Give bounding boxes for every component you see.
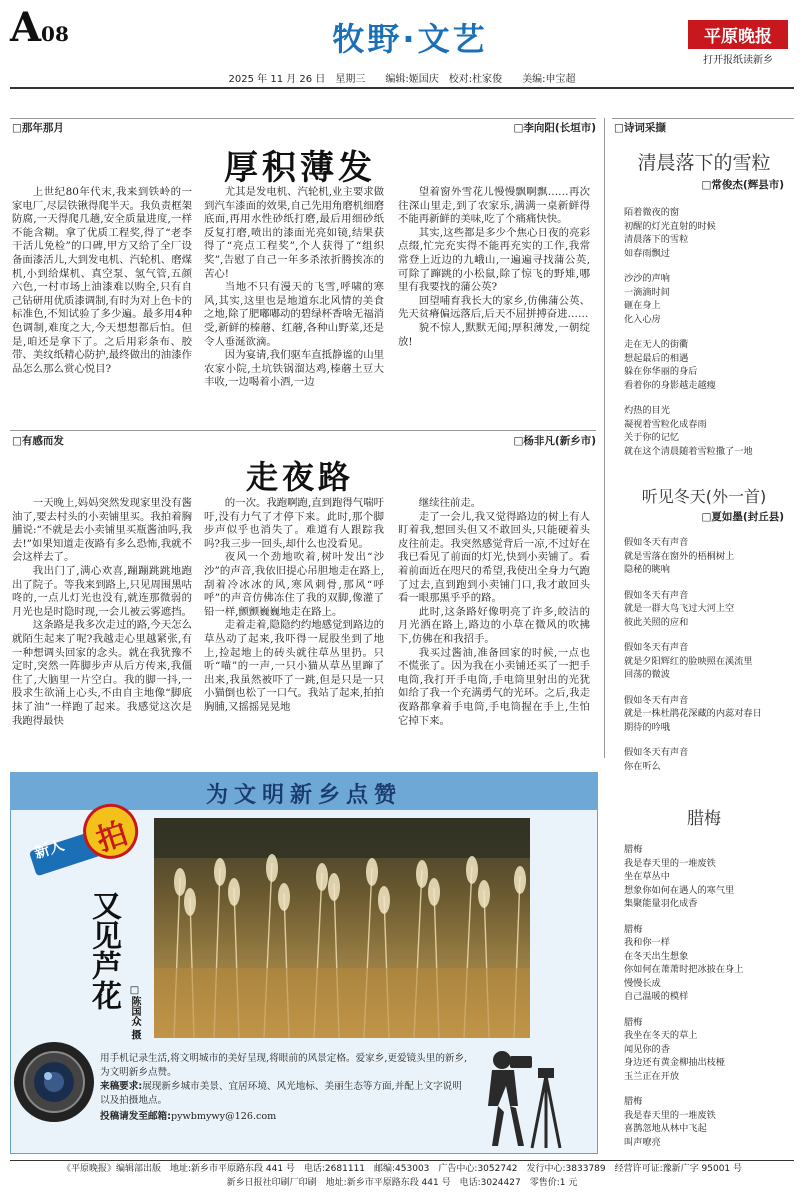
poem-line: 彼此关照的应和 [624, 616, 689, 628]
paragraph: 我买过酱油,准备回家的时候,一点也不慌张了。因为我在小卖铺还买了一把手电筒,我打开手电筒,手电筒里射出的光犹如给了我一个充满勇气的光环。之后,我走夜路都拿着手电筒,手电筒握在手上,生怕它掉下来。 [398, 646, 590, 727]
footer-line-2: 新乡日报社印刷厂印刷 地址:新乡市平原路东段 441 号 电话:3024427 零售价:1 元 [226, 1178, 578, 1188]
photographer-icon [462, 1046, 572, 1150]
article1-col3 [398, 186, 590, 416]
paragraph: 我出门了,满心欢喜,蹦蹦跳跳地跑出了院子。等我来到路上,只见周围黑咕咚的,一点儿灯光也没有,就连那微弱的月光也是时隐时现,一会儿被云雾遮挡。 [12, 564, 192, 618]
paragraph: 貌不惊人,默默无闻;厚积薄发,一朝绽放! [398, 321, 590, 348]
article1-col1 [12, 186, 192, 416]
article1-rule [10, 118, 596, 119]
photo-title [85, 890, 125, 1010]
poem-line: 关于你的记忆 [624, 432, 680, 443]
poem-line: 砸在身上 [624, 300, 661, 311]
poem-line: 想起最后的相遇 [624, 352, 689, 364]
paragraph: 望着窗外雪花儿慢慢飘啊飘……再次往深山里走,到了农家乐,满满一桌新鲜得不能再新鲜的美味,吃了个痛痛快快。 [398, 186, 590, 226]
paragraph: 此时,这条路好像明亮了许多,皎洁的月光洒在路上,路边的小草在微风的吹拂下,仿佛在和我招手。 [398, 605, 590, 645]
article2-col1 [12, 497, 192, 767]
paragraph: 走了一会儿,我又觉得路边的树上有人盯着我,想回头但又不敢回头,只能硬着头皮往前走。我突然感觉背后一凉,不过好在我已看见了前面的灯光,快到小卖铺了。看着前面近在咫尺的希望,我使出全身力气跑了过去,直到跑到小卖铺门口,我才敢回头看一眼那黑乎乎的路。 [398, 510, 590, 605]
page-number [10, 4, 69, 51]
poem-line: 如春雨飘过 [624, 247, 670, 259]
poem-line: 化入心房 [624, 313, 661, 325]
req-label: 来稿要求: [100, 1081, 143, 1092]
paragraph: 继续往前走。 [418, 497, 482, 509]
stanza [614, 338, 794, 392]
poem-line: 走在无人的街衢 [624, 339, 689, 350]
poem-line: 腊梅 [624, 844, 643, 855]
poem-line: 坐在草丛中 [624, 871, 670, 882]
stanza [614, 206, 794, 260]
poem-line: 就是雪落在窗外的梧桐树上 [624, 550, 735, 562]
poem-line: 凝视着雪粒化成春雨 [624, 418, 707, 430]
note-intro: 用手机记录生活,将文明城市的美好呈现,将眼前的风景定格。爱家乡,更爱镜头里的新乡,为文明新乡点赞。 [100, 1053, 468, 1078]
email-address[interactable]: pywbmywy@126.com [171, 1111, 277, 1122]
stanza [614, 536, 794, 577]
paragraph: 上世纪80年代末,我来到铁岭的一家电厂,尽层铁锹得爬半天。我负责框架防腐,一天得爬几趟,安全质量进度,一样不能含糊。拿了优质工程奖,得了“老李干活儿免检”的口碑,甲方又给了全厂设备面漆活儿,大到发电机、汽轮机、磨煤机,小到给煤机、真空泵、氢气管,五颜六色,一村市场上油漆难以购全,只有自己钻研用优质漆调制,有时为对上色卡的标准色,不知试验了多少遍。最多用4种色调制,难度之大,今天想想都后怕。但是,咱还是拿下了。之后用彩条布、胶带、美纹纸精心防护,最终做出的油漆作品怎么那么赏心悦目? [12, 186, 192, 375]
page-letter: A [10, 4, 42, 51]
poem-line: 腊梅 [624, 1096, 643, 1107]
poem-line: 就是一群大鸟飞过大河上空 [624, 603, 735, 614]
section-masthead: 牧野·文艺 [332, 20, 488, 58]
stanza [614, 923, 794, 1004]
article2-rule [10, 430, 596, 431]
paragraph: 因为宴请,我们驱车直抵静谧的山里农家小院,土坑铁锅溜达鸡,榛蘑土豆大丰收,一边喝着小酒,一边 [204, 349, 384, 389]
footer [0, 1162, 804, 1190]
poem-line: 初醒的灯光直射的时候 [624, 220, 716, 232]
poem-line: 假如冬天有声音 [624, 694, 689, 706]
page-digits: 08 [41, 22, 69, 46]
poem-line: 看着你的身影越走越瘦 [624, 379, 716, 391]
poem-line: 叫声嘹亮 [624, 1136, 661, 1148]
poem-line: 我是春天里的一堆废铁 [624, 857, 716, 869]
banner-text: 为文明新乡点赞 [205, 783, 402, 808]
paragraph: 回望哺育我长大的家乡,仿佛蒲公英、先天贫瘠偏远落后,后天不屈拼搏奋进…… [398, 294, 590, 321]
poem-title: 腊梅 [687, 809, 721, 829]
footer-rule [10, 1160, 794, 1161]
footer-line-1: 《平原晚报》编辑部出版 地址:新乡市平原路东段 441 号 电话:2681111 邮编:453003 广告中心:3052742 发行中心:3833789 经营许可证:豫新广字 95001 号 [61, 1164, 743, 1174]
photo-title-text: 又见芦花 [86, 890, 121, 1010]
poem-title: 听见冬天(外一首) [641, 487, 767, 506]
poem-author: □夏如墨(封丘县) [701, 511, 784, 523]
photo-author-text: □陈国众 摄 [129, 985, 140, 1040]
newspaper-logo [688, 20, 788, 66]
poem-line: 回荡的微波 [624, 669, 670, 680]
stanza [614, 404, 794, 458]
req-text: 展现新乡城市美景、宜居环境、风光地标、美丽生态等方面,并配上文字说明以及拍摄地点。 [100, 1081, 462, 1106]
poem-line: 就是一株杜鹃花深藏的内蕊对春日 [624, 708, 762, 719]
badge-char: 拍 [92, 816, 132, 859]
stanza [614, 1095, 794, 1149]
poem-line: 我是春天里的一堆废铁 [624, 1109, 716, 1121]
poem-author: □常俊杰(辉县市) [701, 179, 784, 191]
poem-line: 沙沙的声响 [624, 273, 670, 284]
article2-col2 [204, 497, 384, 767]
dateline: 2025 年 11 月 26 日 星期三 编辑:姬国庆 校对:杜家俊 美编:申宝超 [228, 74, 576, 85]
poem-line: 就是夕阳辉红的脸映照在溪流里 [624, 655, 753, 667]
article1-col2 [204, 186, 384, 416]
poem-line: 自己温暖的模样 [624, 991, 689, 1002]
photo-author [128, 985, 144, 1039]
article1-author: □李向阳(长垣市) [513, 122, 596, 134]
paragraph: 走着走着,隐隐约约地感觉到路边的草丛动了起来,我吓得一屁股坐到了地上,捡起地上的砖头就往草丛里扔。只听“喵”的一声,一只小猫从草丛里蹿了出来,我虽然被吓了一跳,但是只是一只小猫倒也松了一口气。我站了起来,拍拍胸脯,又摇摇晃晃地 [204, 619, 384, 713]
submission-note [100, 1052, 470, 1124]
poem-line: 期待的吟哦 [624, 721, 670, 733]
paragraph: 的一次。我跑啊跑,直到跑得气喘吁吁,没有力气了才停下来。此时,那个脚步声似乎也消失了。难道有人跟踪我吗?我三步一回头,却什么也没看见。 [204, 497, 384, 550]
camera-lens-icon [12, 1040, 96, 1124]
stanza [614, 272, 794, 326]
column-divider [604, 118, 605, 758]
poem-line: 清晨落下的雪粒 [624, 234, 689, 245]
badge-prefix: 新人 [32, 835, 67, 863]
paragraph: 一天晚上,妈妈突然发现家里没有酱油了,要去村头的小卖铺里买。我拍着胸脯说:“不就是去小卖铺里买瓶酱油吗,我去!”如果知道走夜路有多么恐怖,我就不会这样去了。 [12, 497, 192, 564]
article2-author: □杨非凡(新乡市) [513, 435, 596, 447]
stanza [614, 746, 794, 773]
paragraph: 这条路是我多次走过的路,今天怎么就陌生起来了呢?我越走心里越紧张,有一种想调头回家的念头。就在我犹豫不定时,突然一阵脚步声从后方传来,我僵住了,大脑里一片空白。我的脚一抖,一股求生欲涌上心头,不由自主地像“脚底抹了油”一样跑了起来。我感觉这次是我跑得最快 [12, 619, 192, 727]
poem-line: 躲在你华丽的身后 [624, 366, 698, 377]
poem-line: 假如冬天有声音 [624, 537, 689, 548]
article1-title: 厚积薄发 [224, 148, 376, 188]
poem-line: 就在这个清晨随着雪粒撒了一地 [624, 445, 753, 457]
poem-line: 腊梅 [624, 1016, 643, 1028]
stanza [614, 589, 794, 630]
poem-title: 清晨落下的雪粒 [637, 152, 771, 174]
poem-line: 玉兰正在开放 [624, 1070, 680, 1082]
article2-col3 [398, 497, 590, 767]
poem-line: 喜鹊忽地从林中飞起 [624, 1123, 707, 1134]
poem-line: 闻见你的香 [624, 1043, 670, 1055]
note-requirements [100, 1080, 470, 1108]
article2-column-tag: □有感而发 [12, 435, 64, 447]
poem-line: 你在听么 [624, 760, 661, 772]
poem-line: 隐秘的眺响 [624, 564, 670, 575]
email-label: 投稿请发至邮箱: [100, 1111, 171, 1122]
poem-line: 腊梅 [624, 923, 643, 935]
logo-slogan: 打开报纸读新乡 [703, 55, 773, 66]
poem-line: 集聚能量羽化成香 [624, 898, 698, 909]
poem-line: 你如何在萧萧时把冰披在身上 [624, 964, 744, 975]
paragraph: 尤其是发电机、汽轮机,业主要求做到汽车漆面的效果,自己先用角磨机细磨底面,再用水性砂纸打磨,最后用细砂纸反复打磨,喷出的漆面光亮如镜,结果获得了“亮点工程奖”,个人获得了“组织奖”,告慰了自己一年多杀浓折腾挨冻的苦心! [204, 186, 384, 280]
poem-line: 我和你一样 [624, 937, 670, 948]
paragraph: 夜风一个劲地吹着,树叶发出“沙沙”的声音,我依旧提心吊胆地走在路上,刮着冷冰冰的风,寒风刺骨,那风“呼呼”的声音仿佛冻住了我的双脚,像灌了铅一样,颤颤巍巍地走在路上。 [204, 551, 384, 618]
note-email [100, 1110, 470, 1124]
poem-line: 在冬天出生想象 [624, 950, 689, 962]
poem-line: 假如冬天有声音 [624, 747, 689, 758]
poetry-column-tag: □诗词采撷 [614, 122, 666, 134]
stanza [614, 694, 794, 735]
poem-line: 假如冬天有声音 [624, 589, 689, 601]
paragraph: 当地不只有漫天的飞雪,呼啸的寒风,其实,这里也是地道东北风情的美食之地,除了肥嘟嘟动的碧绿杯香啥无福消受,新鲜的榛蘑、红蘑,各种山野菜,还是令人垂涎欲滴。 [204, 281, 384, 348]
poem-2 [614, 484, 794, 785]
paragraph: 其实,这些都是多少个焦心日夜的亮彩点缀,忙完充实得不能再充实的工作,我常常登上近边的九峨山,一遍遍寻找蒲公英,可除了蹿跳的小松鼠,除了惊飞的野雉,哪里有我要找的蒲公英? [398, 226, 590, 294]
poetry-rule [612, 118, 794, 119]
poem-line: 想象你如何在遇人的寒气里 [624, 884, 735, 896]
poem-line: 身边还有黄金柳抽出枝桠 [624, 1057, 726, 1068]
poem-1 [614, 148, 794, 470]
header-rule [10, 87, 794, 89]
poem-line: 假如冬天有声音 [624, 642, 689, 653]
stanza [614, 843, 794, 911]
article1-column-tag: □那年那月 [12, 122, 64, 134]
poem-line: 灼热的目光 [624, 405, 670, 416]
poem-line: 一滴滴时间 [624, 286, 670, 298]
stanza [614, 641, 794, 682]
poem-line: 陌着微夜的窗 [624, 207, 680, 218]
logo-title: 平原晚报 [688, 20, 788, 49]
reed-photo [154, 818, 530, 1038]
stanza [614, 1016, 794, 1084]
poem-line: 慢慢长成 [624, 977, 661, 989]
article2-title: 走夜路 [245, 458, 354, 496]
poem-line: 我坐在冬天的草上 [624, 1030, 698, 1041]
poem-3 [614, 804, 794, 1161]
